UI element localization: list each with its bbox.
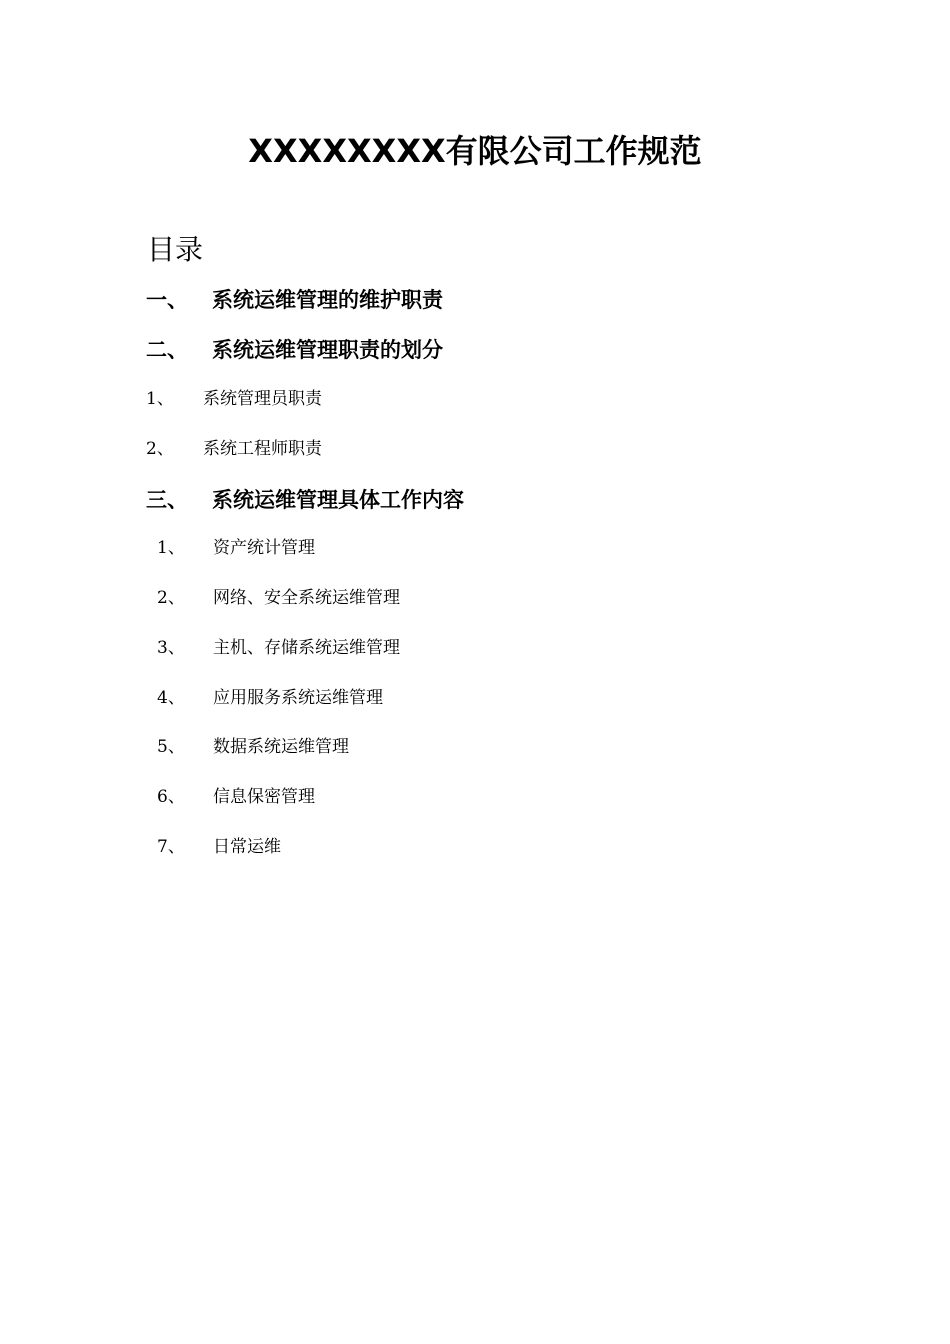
toc-entry-number: 2、 [146,439,174,459]
toc-entry-number: 1、 [157,538,185,558]
toc-entry-number: 1、 [146,389,174,409]
toc-entry-text: 系统运维管理职责的划分 [212,338,443,362]
toc-entry-text: 系统工程师职责 [203,439,322,459]
toc-entry-text: 系统运维管理的维护职责 [212,288,443,312]
toc-entry-number: 4、 [157,688,185,708]
toc-entry-text: 系统运维管理具体工作内容 [212,488,464,512]
toc-entry-text: 信息保密管理 [213,787,315,807]
toc-entry-text: 日常运维 [213,837,281,857]
toc-entry-text: 网络、安全系统运维管理 [213,588,400,608]
toc-entry-number: 2、 [157,588,185,608]
toc-entry-number: 二、 [146,338,188,362]
toc-entry-text: 系统管理员职责 [203,389,322,409]
toc-entry-text: 资产统计管理 [213,538,315,558]
toc-heading: 目录 [147,233,204,266]
toc-entry-text: 主机、存储系统运维管理 [213,638,400,658]
toc-entry-number: 7、 [157,837,185,857]
toc-entry-number: 三、 [146,488,188,512]
document-title: XXXXXXXX有限公司工作规范 [248,132,702,170]
toc-entry-text: 数据系统运维管理 [213,737,349,757]
toc-entry-text: 应用服务系统运维管理 [213,688,383,708]
toc-entry-number: 6、 [157,787,185,807]
toc-entry-number: 一、 [146,288,188,312]
toc-entry-number: 5、 [157,737,185,757]
toc-entry-number: 3、 [157,638,185,658]
